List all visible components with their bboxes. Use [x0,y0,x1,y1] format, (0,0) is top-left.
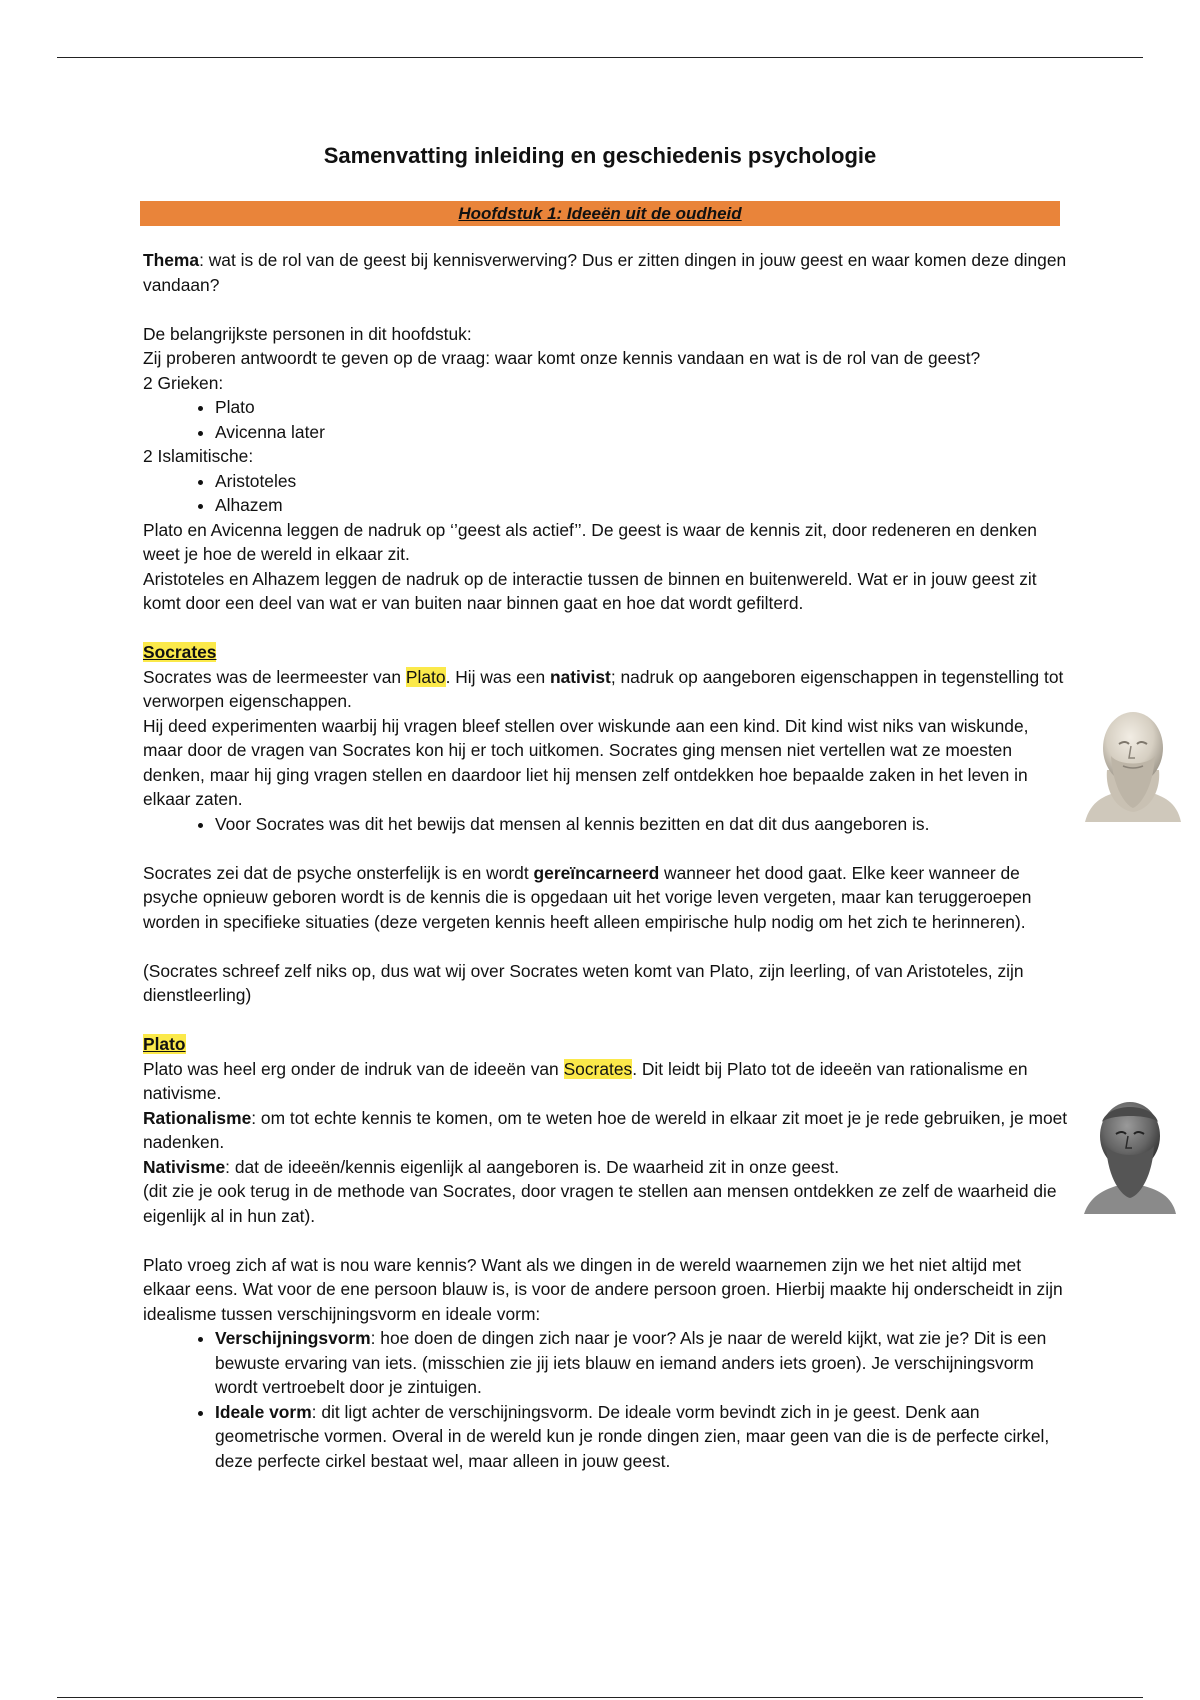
text-run: : dat de ideeën/kennis eigenlijk al aangeboren is. De waarheid zit in onze geest. [225,1156,840,1177]
list-item: • Alhazem [215,493,1068,518]
text-run: wanneer het dood gaat. Elke keer wanneer de psyche opnieuw geboren wordt is de kennis die is opgedaan uit het vorige leven vergeten, maar kan teruggeroepen worden in specifieke situaties (deze vergeten kennis heeft alleen empirische hulp nodig om het zich te herinneren). [143,862,1032,932]
socrates-heading: Socrates [143,642,217,662]
text-run: . Dit leidt bij Plato tot de ideeën van rationalisme en nativisme. [143,1058,1028,1103]
ideale-vorm-term: Ideale vorm [215,1401,312,1422]
text-run: Socrates zei dat de psyche onsterfelijk is en wordt [143,862,534,883]
nativist-term: nativist [549,666,611,687]
islamitisch-list [143,469,1068,518]
socrates-paragraph-2: Hij deed experimenten waarbij hij vragen bleef stellen over wiskunde aan een kind. Dit kind wist niks van wiskunde, maar door de vragen van Socrates kon hij er toch uitkomen. Socrates ging mensen niet vertellen wat ze moesten denken, maar hij ging vragen stellen en daardoor liet hij mensen zelf ontdekken hoe bepaalde zaken in het leven in elkaar zaten. [143,715,1029,809]
plato-paragraph-3: Plato vroeg zich af wat is nou ware kennis? Want als we dingen in de wereld waarnemen zijn we het niet altijd met elkaar eens. Wat voor de ene persoon blauw is, is voor de andere persoon groen. Hierbij maakte hij onderscheidt in zijn idealisme tussen verschijningsvorm en ideale vorm: [143,1254,1063,1324]
text-run: : hoe doen de dingen zich naar je voor? Als je naar de wereld kijkt, wat zie je? Dit is een bewuste ervaring van iets. (misschien zie jij iets blauw en iemand anders iets groen). Je verschijningsvorm wordt vertroebelt door je zintuigen. [215,1328,1047,1397]
socrates-paragraph-1 [143,665,1068,714]
list-item: • Plato [215,395,1068,420]
socrates-paragraph-4: (Socrates schreef zelf niks op, dus wat wij over Socrates weten komt van Plato, zijn leerling, of van Aristoteles, zijn dienstleerling) [143,960,1024,1005]
socrates-bullets [143,812,1068,837]
plato-paragraph-1 [143,1057,1068,1106]
text-run: Plato was heel erg onder de indruk van de ideeën van [143,1058,564,1079]
top-rule [57,57,1143,58]
highlight-socrates: Socrates [563,1058,633,1079]
chapter-heading: Hoofdstuk 1: Ideeën uit de oudheid [458,204,742,223]
rationalisme-definition [143,1106,1068,1155]
grieken-list [143,395,1068,444]
plato-paragraph-2: (dit zie je ook terug in de methode van Socrates, door vragen te stellen aan mensen ontdekken ze zelf de waarheid die eigenlijk al in hun zat). [143,1181,1057,1226]
rationalisme-term: Rationalisme [143,1107,252,1128]
verschijningsvorm-term: Verschijningsvorm [215,1328,371,1348]
list-item: • Voor Socrates was dit het bewijs dat mensen al kennis bezitten en dat dit dus aangeboren is. [215,812,1068,837]
plato-avicenna-paragraph: Plato en Avicenna leggen de nadruk op ‘’geest als actief’’. De geest is waar de kennis zit, door redeneren en denken weet je hoe de wereld in elkaar zit. [143,519,1037,564]
gereincarneerd-term: gereïncarneerd [533,862,660,883]
plato-bust-image [1080,1092,1180,1214]
nativisme-term: Nativisme [143,1156,226,1177]
text-run: ; nadruk op aangeboren eigenschappen in tegenstelling tot verworpen eigenschappen. [143,666,1064,711]
text-run: : dit ligt achter de verschijningsvorm. De ideale vorm bevindt zich in je geest. Denk aan geometrische vormen. Overal in de wereld kun je ronde dingen zien, maar geen van die is de perfecte cirkel, deze perfecte cirkel bestaat wel, maar alleen in jouw geest. [215,1401,1050,1471]
list-item: • Avicenna later [215,420,1068,445]
intro-line-1: De belangrijkste personen in dit hoofdstuk: [143,323,472,344]
thema-label: Thema [143,250,200,270]
thema-paragraph [143,248,1068,297]
intro-line-2: Zij proberen antwoordt te geven op de vraag: waar komt onze kennis vandaan en wat is de rol van de geest? [143,348,981,368]
text-run: . Hij was een [445,666,550,687]
islamitisch-label: 2 Islamitische: [143,446,254,466]
bottom-rule [57,1697,1143,1698]
list-item: • Aristoteles [215,469,1068,494]
highlight-plato: Plato [405,666,446,687]
text-run: Socrates was de leermeester van [143,666,406,687]
socrates-bust-image [1083,700,1183,822]
chapter-heading-bar [140,201,1060,226]
aristoteles-alhazem-paragraph: Aristoteles en Alhazem leggen de nadruk op de interactie tussen de binnen en buitenwereld. Wat er in jouw geest zit komt door een deel van wat er van buiten naar binnen gaat en hoe dat wordt gefilterd. [143,568,1037,613]
grieken-label: 2 Grieken: [143,372,224,393]
list-item [215,1326,1068,1400]
text-run: : om tot echte kennis te komen, om te weten hoe de wereld in elkaar zit moet je je rede gebruiken, je moet nadenken. [143,1107,1068,1152]
plato-heading: Plato [143,1034,186,1054]
plato-bullets [143,1326,1068,1473]
nativisme-definition [143,1155,1068,1180]
socrates-paragraph-3 [143,861,1068,935]
document-title: Samenvatting inleiding en geschiedenis psychologie [323,143,877,168]
list-item [215,1400,1068,1474]
document-body [143,248,1068,1473]
thema-text: : wat is de rol van de geest bij kennisverwerving? Dus er zitten dingen in jouw geest en waar komen deze dingen vandaan? [143,250,1067,295]
